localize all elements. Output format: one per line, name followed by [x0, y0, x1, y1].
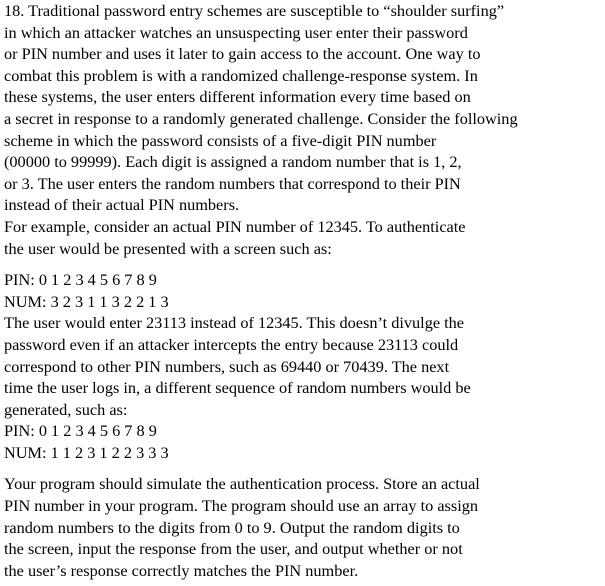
- text-line: combat this problem is with a randomized challenge-response system. In: [4, 65, 478, 85]
- text-line: (00000 to 99999). Each digit is assigned a random number that is 1, 2,: [4, 152, 462, 172]
- pin-row: PIN: 0 1 2 3 4 5 6 7 8 9: [4, 421, 157, 441]
- text-line: in which an attacker watches an unsuspecting user enter their password: [4, 22, 468, 42]
- text-line: password even if an attacker intercepts the entry because 23113 could: [4, 334, 459, 354]
- explanation-paragraph: [4, 312, 601, 420]
- text-line: 18. Traditional password entry schemes are susceptible to “shoulder surfing”: [4, 1, 505, 20]
- text-line: For example, consider an actual PIN number of 12345. To authenticate: [4, 216, 466, 236]
- text-line: or 3. The user enters the random numbers that correspond to their PIN: [4, 173, 461, 193]
- text-line: The user would enter 23113 instead of 12345. This doesn’t divulge the: [4, 313, 465, 333]
- text-line: correspond to other PIN numbers, such as 69440 or 70439. The next: [4, 356, 450, 376]
- text-line: generated, such as:: [4, 399, 128, 419]
- text-line: PIN number in your program. The program should use an array to assign: [4, 496, 479, 516]
- text-line: these systems, the user enters different information every time based on: [4, 87, 471, 107]
- example-screen-1: [4, 269, 601, 312]
- text-line: a secret in response to a randomly generated challenge. Consider the following: [4, 108, 518, 128]
- text-line: time the user logs in, a different sequence of random numbers would be: [4, 378, 471, 398]
- text-line: the screen, input the response from the user, and output whether or not: [4, 539, 463, 559]
- pin-row: PIN: 0 1 2 3 4 5 6 7 8 9: [4, 270, 157, 290]
- text-line: Your program should simulate the authentication process. Store an actual: [4, 474, 480, 494]
- example-screen-2: [4, 420, 601, 463]
- text-line: the user would be presented with a screen such as:: [4, 238, 332, 258]
- text-line: or PIN number and uses it later to gain access to the account. One way to: [4, 44, 481, 64]
- text-line: random numbers to the digits from 0 to 9. Output the random digits to: [4, 517, 460, 537]
- text-line: instead of their actual PIN numbers.: [4, 195, 240, 215]
- text-line: scheme in which the password consists of a five-digit PIN number: [4, 130, 437, 150]
- num-row: NUM: 3 2 3 1 1 3 2 2 1 3: [4, 291, 169, 311]
- spacer: [4, 463, 601, 473]
- num-row: NUM: 1 1 2 3 1 2 2 3 3 3: [4, 442, 169, 462]
- intro-paragraph: [4, 0, 601, 259]
- task-paragraph: [4, 473, 601, 581]
- spacer: [4, 259, 601, 269]
- text-line: the user’s response correctly matches the PIN number.: [4, 560, 359, 580]
